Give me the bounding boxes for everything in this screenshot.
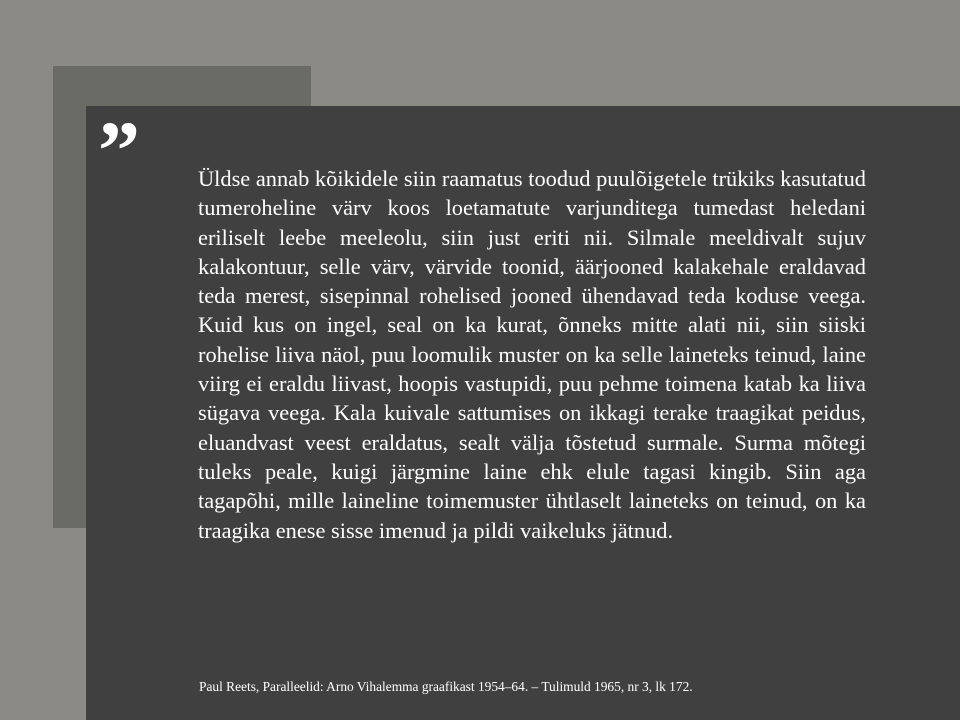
quotation-mark-icon: ” — [98, 105, 134, 198]
quote-citation: Paul Reets, Paralleelid: Arno Vihalemma graafikast 1954–64. – Tulimuld 1965, nr 3, lk 172. — [199, 679, 693, 694]
quote-text: Üldse annab kõikidele siin raamatus toodud puulõigetele trükiks kasutatud tumeroheline värv koos loetamatute varjunditega tumedast heledani eriliselt leebe meeleolu, siin just eriti nii. Silmale meeldivalt sujuv kalakontuur, selle värv, värvide toonid, äärjooned kalakehale eraldavad teda merest, sisepinnal rohelised jooned ühendavad teda koduse veega. Kuid kus on ingel, seal on ka kurat, õnneks mitte alati nii, siin siiski rohelise liiva näol, puu loomulik muster on ka selle laineteks teinud, laine viirg ei eraldu liivast, hoopis vastupidi, puu pehme toimena katab ka liiva sügava veega. Kala kuivale sattumises on ikkagi terake traagikat peidus, eluandvast veest eraldatus, sealt välja tõstetud surmale. Surma mõtegi tuleks peale, kuigi järgmine laine ehk elule tagasi kingib. Siin aga tagapõhi, mille laineline toimemuster ühtlaselt laineteks on teinud, on ka traagika enese sisse imenud ja pildi vaikeluks jätnud. — [198, 166, 866, 543]
